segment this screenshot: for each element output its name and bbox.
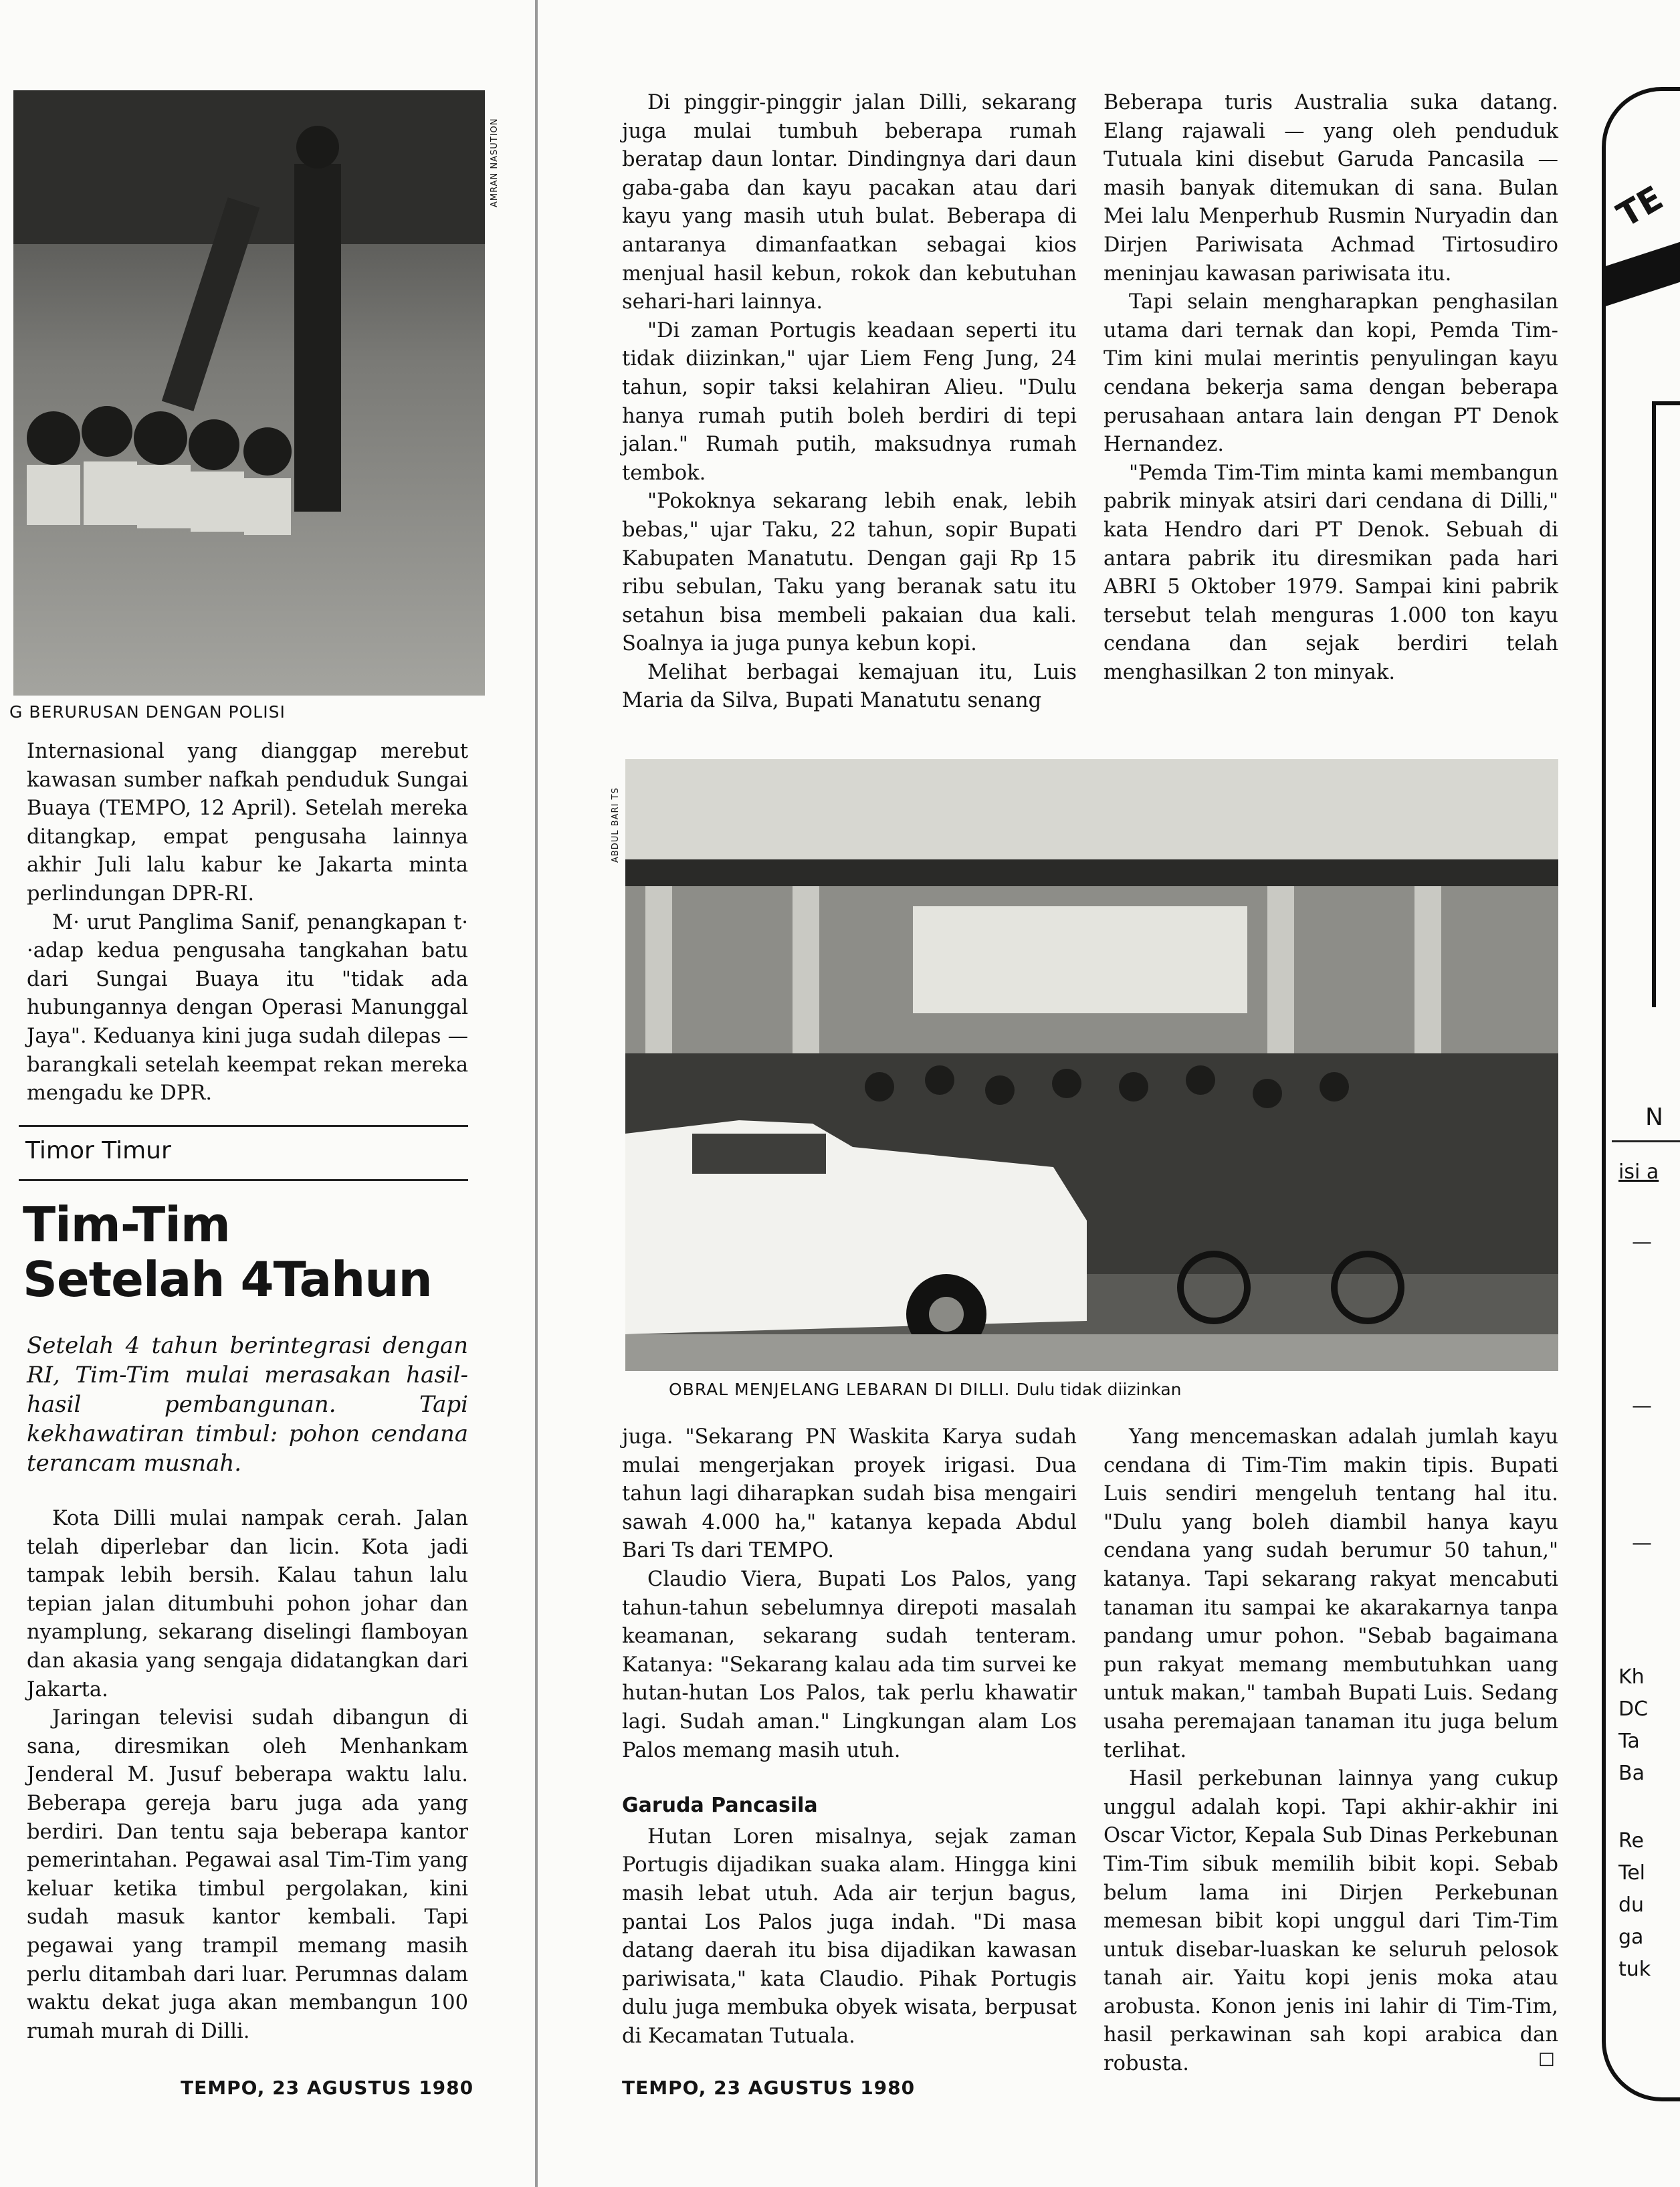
middle-paragraph: Melihat berbagai kemajuan itu, Luis Maria da Silva, Bupati Manatutu senang — [622, 660, 1077, 713]
adjacent-fragment: Re — [1618, 1829, 1644, 1853]
right-paragraph: Hasil perkebunan lainnya yang cukup unggul adalah kopi. Tapi akhir-akhir ini Oscar Victor, Kepala Sub Dinas Perkebunan Tim-Tim sibuk memilih bibit kopi. Sebab belum lama ini Dirjen Perkebunan memesan bibit kopi unggul dari Tim-Tim untuk disebar-luaskan ke seluruh pelosok tanah air. Yaitu kopi jenis moka atau arobusta. Konon jenis ini lahir di Tim-Tim, hasil perkawinan sah kopi arabica dan robusta. — [1104, 1767, 1558, 2076]
middle-paragraph: Hutan Loren misalnya, sejak zaman Portugis dijadikan suaka alam. Hingga kini masih lebat utuh. Ada air terjun bagus, pantai Los Palos juga indah. "Di masa datang daerah itu bisa dijadikan kawasan pariwisata," kata Claudio. Pihak Portugis dulu juga membuka obyek wisata, berpusat di Kecamatan Tutuala. — [622, 1825, 1077, 2048]
left-photo-credit: AMRAN NASUTION — [490, 118, 500, 207]
middle-paragraph: juga. "Sekarang PN Waskita Karya sudah mulai mengerjakan proyek irigasi. Dua tahun lagi diharapkan sudah bisa mengairi sawah 4.000 ha," katanya kepada Abdul Bari Ts dari TEMPO. — [622, 1425, 1077, 1563]
adjacent-fragment: — — [1632, 1394, 1652, 1418]
center-photo-caption — [669, 1380, 1182, 1399]
right-paragraph: Yang mencemaskan adalah jumlah kayu cendana di Tim-Tim makin tipis. Bupati Luis sendiri mengeluh tentang hal itu. "Dulu yang boleh diambil hanya kayu cendana yang sudah berumur 50 tahun," katanya. Tapi sekarang rakyat mencabuti tanaman itu sampai ke akarakarnya tanpa pandang umur pohon. "Sebab bagaimana pun rakyat memang membutuhkan uang untuk makan," tambah Bupati Luis. Sedang usaha peremajaan tanaman itu juga belum terlihat. — [1104, 1425, 1558, 1762]
end-mark: □ — [1538, 2049, 1555, 2069]
police-photo — [13, 90, 485, 696]
right-paragraph: Tapi selain mengharapkan penghasilan utama dari ternak dan kopi, Pemda Tim-Tim kini mulai merintis penyulingan kayu cendana bekerja sama dengan beberapa perusahaan antara lain dengan PT Denok Hernandez. — [1104, 290, 1558, 457]
middle-top-column — [622, 89, 1077, 716]
adjacent-fragment: DC — [1618, 1697, 1649, 1721]
adjacent-fragment: Kh — [1618, 1665, 1645, 1689]
left-column-body — [27, 1505, 468, 2046]
right-paragraph: "Pemda Tim-Tim minta kami membangun pabrik minyak atsiri dari cendana di Dilli," kata Hendro dari PT Denok. Sebuah di antara pabrik itu diresmikan pada hari ABRI 5 Oktober 1979. Sampai kini pabrik tersebut telah menguras 1.000 ton kayu cendana dan sejak berdiri telah menghasilkan 2 ton minyak. — [1104, 461, 1558, 684]
right-top-column — [1104, 89, 1558, 687]
section-rubric: Timor Timur — [25, 1137, 171, 1164]
article-headline — [23, 1197, 471, 1307]
adjacent-fragment: isi a — [1618, 1160, 1659, 1184]
middle-footer: TEMPO, 23 AGUSTUS 1980 — [622, 2077, 916, 2099]
page-fold-line — [535, 0, 538, 2187]
police-photo-image — [13, 90, 485, 696]
adjacent-fragment: du — [1618, 1893, 1645, 1917]
left-paragraph: M· urut Panglima Sanif, penangkapan t· ·adap kedua pengusaha tangkahan batu dari Sungai Buaya itu "tidak ada hubungannya dengan Operasi Manunggal Jaya". Keduanya kini juga sudah dilepas — barangkali setelah keempat rekan mereka mengadu ke DPR. — [27, 910, 468, 1106]
section-divider — [19, 1179, 468, 1181]
center-photo-credit: ABDUL BARI TS — [611, 787, 621, 863]
middle-bottom-column — [622, 1423, 1077, 2051]
headline-line-1: Tim-Tim — [23, 1196, 230, 1253]
adjacent-rule — [1612, 1140, 1680, 1142]
adjacent-fragment: Tel — [1618, 1861, 1646, 1885]
market-photo-image — [625, 759, 1558, 1371]
market-photo — [625, 759, 1558, 1371]
center-caption-tail: Dulu tidak diizinkan — [1016, 1380, 1182, 1399]
left-paragraph: Jaringan televisi sudah dibangun di sana, diresmikan oleh Menhankam Jenderal M. Jusuf beberapa waktu lalu. Beberapa gereja baru juga ada yang berdiri. Dan tentu saja beberapa kantor pemerintahan. Pegawai asal Tim-Tim yang keluar ketika timbul pergolakan, kini sudah masuk kantor kembali. Tapi pegawai yang trampil memang masih perlu ditambah dari luar. Perumnas dalam waktu dekat juga akan membangun 100 rumah murah di Dilli. — [27, 1706, 468, 2043]
left-paragraph: Internasional yang dianggap merebut kawasan sumber nafkah penduduk Sungai Buaya (TEMPO, 12 April). Setelah mereka ditangkap, empat pengusaha lainnya akhir Juli lalu kabur ke Jakarta minta perlindungan DPR-RI. — [27, 740, 468, 906]
left-photo-caption: G BERURUSAN DENGAN POLISI — [9, 702, 286, 722]
adjacent-page-frame — [1602, 87, 1680, 2101]
adjacent-fragment: N — [1645, 1104, 1663, 1131]
left-paragraph: Kota Dilli mulai nampak cerah. Jalan telah diperlebar dan licin. Kota jadi tampak lebih bersih. Kalau tahun lalu tepian jalan ditumbuhi pohon johar dan nyamplung, sekarang diselingi flamboyan dan akasia yang sengaja didatangkan dari Jakarta. — [27, 1507, 468, 1701]
article-lead: Setelah 4 tahun berintegrasi dengan RI, Tim-Tim mulai merasakan hasil-hasil pembangunan. Tapi kekhawatiran timbul: pohon cendana terancam musnah. — [27, 1332, 468, 1477]
adjacent-fragment: TE — [1610, 178, 1670, 235]
left-column-top — [27, 738, 468, 1108]
adjacent-fragment: Ta — [1618, 1730, 1640, 1753]
right-bottom-column — [1104, 1423, 1558, 2079]
adjacent-fragment: ga — [1618, 1925, 1644, 1949]
adjacent-fragment: Ba — [1618, 1762, 1645, 1785]
subheading: Garuda Pancasila — [622, 1794, 818, 1818]
left-footer: TEMPO, 23 AGUSTUS 1980 — [181, 2077, 474, 2099]
adjacent-fragment: — — [1632, 1532, 1652, 1555]
middle-paragraph: Claudio Viera, Bupati Los Palos, yang tahun-tahun sebelumnya direpoti masalah keamanan, sekarang sudah tenteram. Katanya: "Sekarang kalau ada tim survei ke hutan-hutan Los Palos, tak perlu khawatir lagi. Sudah aman." Lingkungan alam Los Palos memang masih utuh. — [622, 1567, 1077, 1762]
middle-paragraph: Di pinggir-pinggir jalan Dilli, sekarang juga mulai tumbuh beberapa rumah beratap daun lontar. Dindingnya dari daun gaba-gaba dan kayu pacakan atau dari kayu yang masih utuh bulat. Beberapa di antaranya dimanfaatkan sebagai kios menjual hasil kebun, rokok dan kebutuhan sehari-hari lainnya. — [622, 91, 1077, 314]
section-divider — [19, 1125, 468, 1127]
center-caption-caps: OBRAL MENJELANG LEBARAN DI DILLI. — [669, 1380, 1011, 1399]
middle-paragraph: "Pokoknya sekarang lebih enak, lebih bebas," ujar Taku, 22 tahun, sopir Bupati Kabupaten Manatutu. Dengan gaji Rp 15 ribu sebulan, Taku yang beranak satu itu setahun bisa membeli pakaian dua kali. Soalnya ia juga punya kebun kopi. — [622, 490, 1077, 656]
middle-paragraph: "Di zaman Portugis keadaan seperti itu tidak diizinkan," ujar Liem Feng Jung, 24 tahun, sopir taksi kelahiran Alieu. "Dulu hanya rumah putih boleh berdiri di tepi jalan." Rumah putih, maksudnya rumah tembok. — [622, 318, 1077, 485]
adjacent-fragment: tuk — [1618, 1958, 1651, 1981]
headline-line-2: Setelah 4Tahun — [23, 1251, 432, 1308]
adjacent-fragment: — — [1632, 1231, 1652, 1254]
right-paragraph: Beberapa turis Australia suka datang. Elang rajawali — yang oleh penduduk Tutuala kini disebut Garuda Pancasila — masih banyak ditemukan di sana. Bulan Mei lalu Menperhub Rusmin Nuryadin dan Dirjen Pariwisata Achmad Tirtosudiro meninjau kawasan pariwisata itu. — [1104, 91, 1558, 286]
adjacent-box — [1652, 401, 1680, 1007]
